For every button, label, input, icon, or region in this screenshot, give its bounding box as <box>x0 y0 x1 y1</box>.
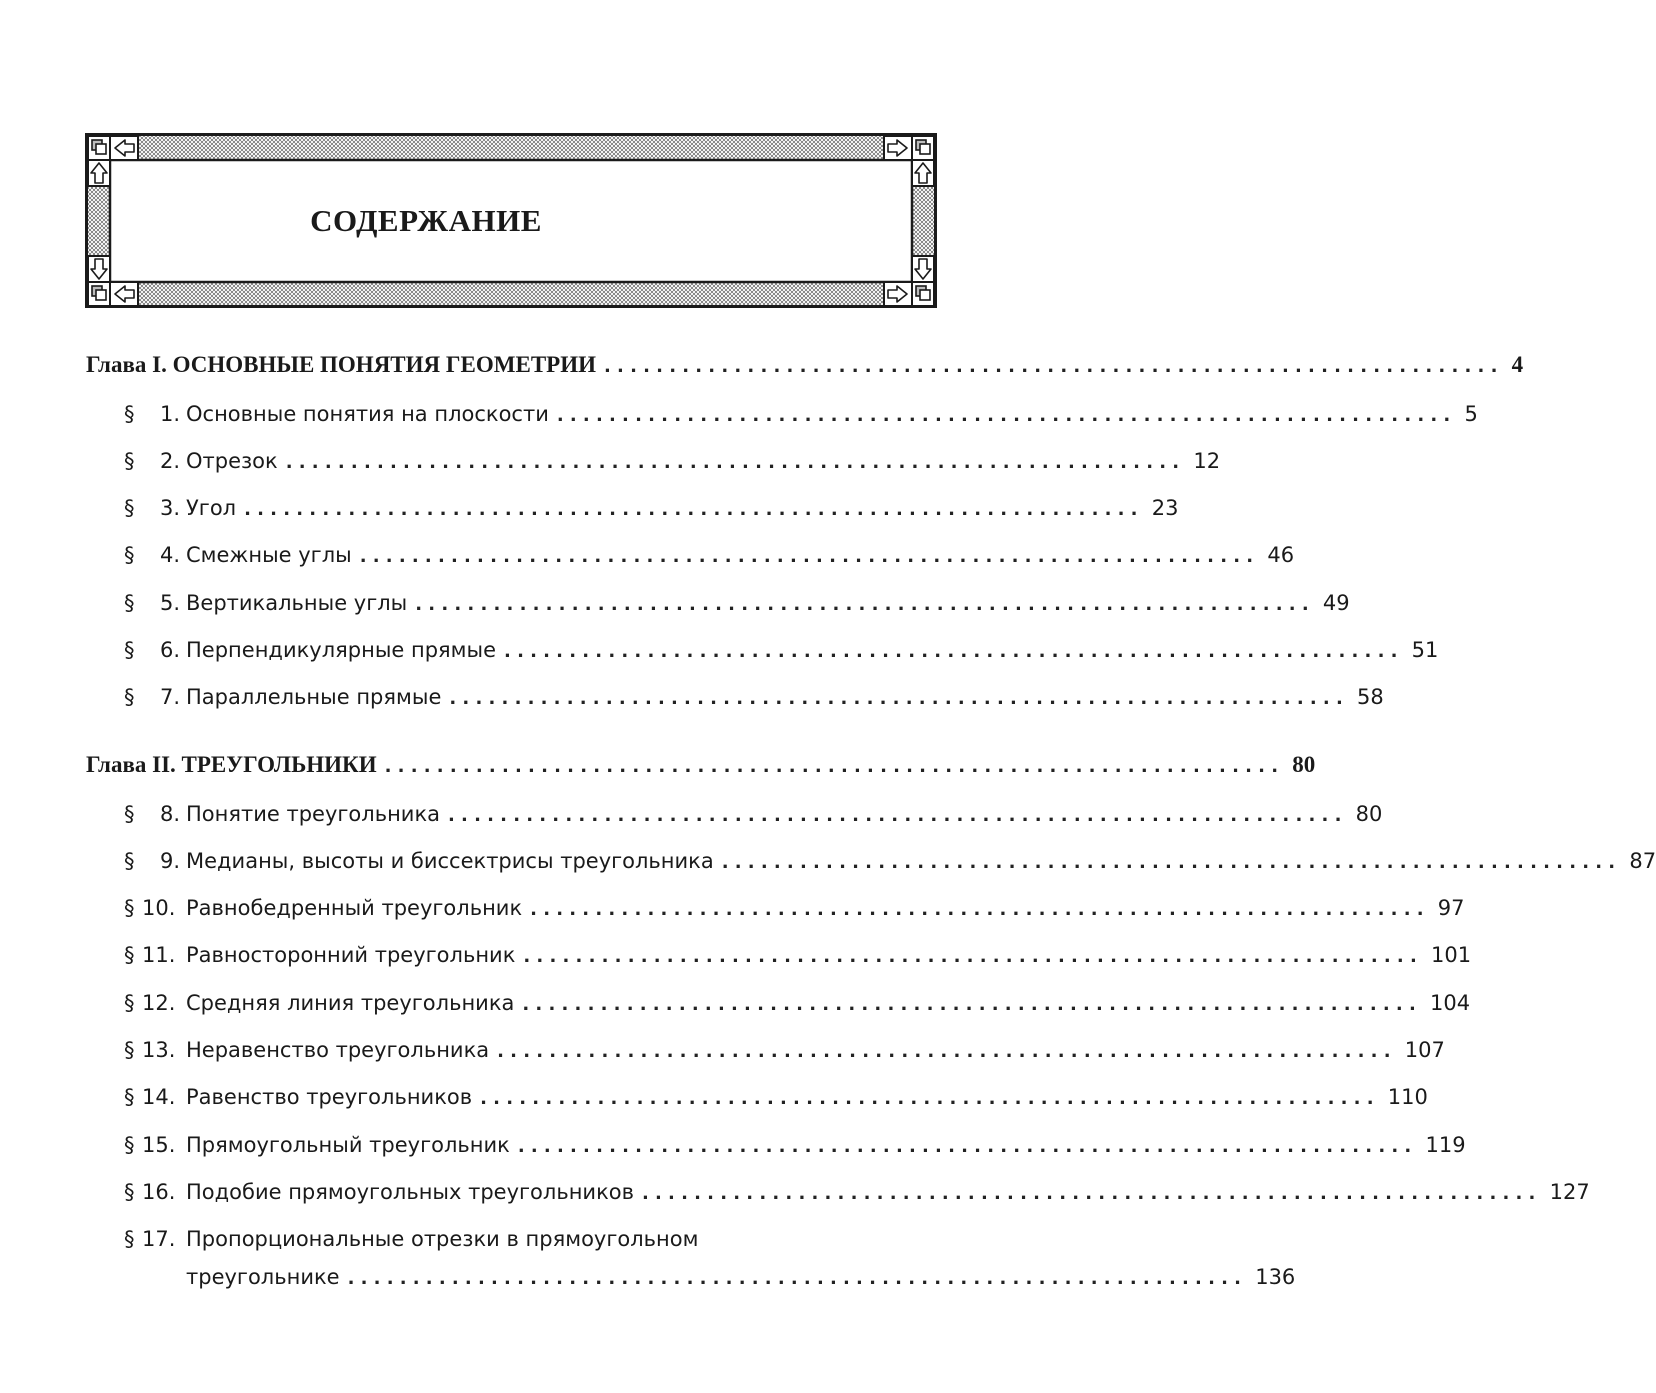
page-number: 87 <box>1629 849 1656 873</box>
chapter-title: Глава I. ОСНОВНЫЕ ПОНЯТИЯ ГЕОМЕТРИИ <box>86 352 596 377</box>
dot-leader: ..................................................................... <box>556 405 1457 426</box>
section-symbol: § <box>124 991 135 1015</box>
toc-section-1[interactable] <box>124 393 1478 426</box>
page-number: 119 <box>1425 1133 1466 1157</box>
toc-section-16[interactable] <box>124 1171 1590 1204</box>
page-number: 127 <box>1549 1180 1590 1204</box>
dot-leader: ..................................................................... <box>415 594 1315 615</box>
section-number: 15. <box>142 1133 176 1157</box>
toc-section-13[interactable] <box>124 1029 1445 1062</box>
section-title: Равносторонний треугольник <box>186 943 516 967</box>
section-title: Медианы, высоты и биссектрисы треугольника <box>186 849 714 873</box>
section-title: Смежные углы <box>186 543 352 567</box>
section-symbol: § <box>124 685 135 709</box>
toc-section-2[interactable] <box>124 440 1221 473</box>
page-number: 107 <box>1404 1038 1445 1062</box>
dot-leader: ..................................................................... <box>522 994 1423 1015</box>
toc-chapter-1[interactable] <box>86 344 1524 377</box>
section-title: Угол <box>186 496 237 520</box>
section-number: 13. <box>142 1038 176 1062</box>
dot-leader: ..................................................................... <box>384 756 1285 777</box>
section-number: 9. <box>160 849 181 873</box>
toc-section-15[interactable] <box>124 1124 1466 1157</box>
dot-leader: ..................................................................... <box>448 805 1348 826</box>
toc-section-5[interactable] <box>124 582 1350 615</box>
section-title: Пропорциональные отрезки в прямоугольном <box>186 1227 699 1251</box>
toc-section-4[interactable] <box>124 534 1295 567</box>
section-title: Прямоугольный треугольник <box>186 1133 510 1157</box>
section-symbol: § <box>124 1227 135 1251</box>
section-number: 12. <box>142 991 176 1015</box>
page-number: 58 <box>1357 685 1384 709</box>
toc-section-12[interactable] <box>124 982 1471 1015</box>
section-number: 2. <box>160 449 181 473</box>
toc-section-17-continuation[interactable] <box>186 1256 1296 1289</box>
page-number: 80 <box>1355 802 1383 826</box>
section-number: 7. <box>160 685 181 709</box>
section-number: 16. <box>142 1180 176 1204</box>
section-title: Подобие прямоугольных треугольников <box>186 1180 634 1204</box>
section-symbol: § <box>124 943 135 967</box>
section-number: 14. <box>142 1085 176 1109</box>
page-number: 5 <box>1464 402 1478 426</box>
section-number: 5. <box>160 591 181 615</box>
section-symbol: § <box>124 849 135 873</box>
dot-leader: ..................................................................... <box>480 1088 1380 1109</box>
dot-leader: ..................................................................... <box>359 546 1260 567</box>
page-number: 97 <box>1437 896 1465 920</box>
page-number: 104 <box>1430 991 1471 1015</box>
section-number: 8. <box>160 802 181 826</box>
section-title: Перпендикулярные прямые <box>186 638 497 662</box>
toc-section-9[interactable] <box>124 840 1656 873</box>
section-symbol: § <box>124 1133 135 1157</box>
page-number: 110 <box>1387 1085 1428 1109</box>
page-number: 136 <box>1255 1265 1296 1289</box>
section-title: Неравенство треугольника <box>186 1038 490 1062</box>
chapter-title: Глава II. ТРЕУГОЛЬНИКИ <box>86 752 377 777</box>
page-number: 12 <box>1193 449 1221 473</box>
page-number: 49 <box>1322 591 1350 615</box>
toc-chapter-2[interactable] <box>86 744 1316 777</box>
toc-section-11[interactable] <box>124 934 1472 967</box>
section-symbol: § <box>124 1180 135 1204</box>
toc-section-10[interactable] <box>124 887 1465 920</box>
section-title: Понятие треугольника <box>186 802 440 826</box>
dot-leader: ..................................................................... <box>721 852 1622 873</box>
section-symbol: § <box>124 449 135 473</box>
section-title: Средняя линия треугольника <box>186 991 515 1015</box>
page-number: 4 <box>1511 352 1524 377</box>
section-title-continuation: треугольнике <box>186 1265 340 1289</box>
toc-section-3[interactable] <box>124 487 1179 520</box>
dot-leader: ..................................................................... <box>641 1183 1542 1204</box>
toc-section-7[interactable] <box>124 676 1384 709</box>
section-number: 4. <box>160 543 181 567</box>
dot-leader: ..................................................................... <box>504 641 1404 662</box>
page-number: 101 <box>1431 943 1472 967</box>
section-symbol: § <box>124 496 135 520</box>
section-number: 6. <box>160 638 181 662</box>
section-title: Равенство треугольников <box>186 1085 473 1109</box>
section-number: 3. <box>160 496 181 520</box>
section-symbol: § <box>124 543 135 567</box>
toc-section-6[interactable] <box>124 629 1439 662</box>
dot-leader: ..................................................................... <box>285 452 1186 473</box>
section-title: Параллельные прямые <box>186 685 442 709</box>
dot-leader: ..................................................................... <box>517 1136 1418 1157</box>
dot-leader: ..................................................................... <box>604 356 1504 377</box>
section-title: Отрезок <box>186 449 278 473</box>
dot-leader: ..................................................................... <box>530 899 1430 920</box>
page-number: 80 <box>1292 752 1316 777</box>
section-symbol: § <box>124 1085 135 1109</box>
section-symbol: § <box>124 1038 135 1062</box>
dot-leader: ..................................................................... <box>449 688 1349 709</box>
section-number: 17. <box>142 1227 176 1251</box>
section-title: Равнобедренный треугольник <box>186 896 523 920</box>
section-title: Вертикальные углы <box>186 591 408 615</box>
section-symbol: § <box>124 591 135 615</box>
section-number: 11. <box>142 943 176 967</box>
page-number: 23 <box>1151 496 1179 520</box>
page-number: 51 <box>1411 638 1439 662</box>
dot-leader: ..................................................................... <box>523 946 1424 967</box>
section-number: 10. <box>142 896 176 920</box>
toc-section-17[interactable] <box>124 1218 932 1250</box>
section-title: Основные понятия на плоскости <box>186 402 549 426</box>
section-symbol: § <box>124 802 135 826</box>
section-symbol: § <box>124 896 135 920</box>
page-title: СОДЕРЖАНИЕ <box>310 203 542 238</box>
dot-leader: ..................................................................... <box>497 1041 1397 1062</box>
dot-leader: ..................................................................... <box>347 1268 1248 1289</box>
page-number: 46 <box>1267 543 1295 567</box>
section-symbol: § <box>124 638 135 662</box>
section-number: 1. <box>160 402 181 426</box>
section-symbol: § <box>124 402 135 426</box>
toc-section-14[interactable] <box>124 1076 1428 1109</box>
toc-section-8[interactable] <box>124 793 1383 826</box>
dot-leader: ..................................................................... <box>244 499 1144 520</box>
